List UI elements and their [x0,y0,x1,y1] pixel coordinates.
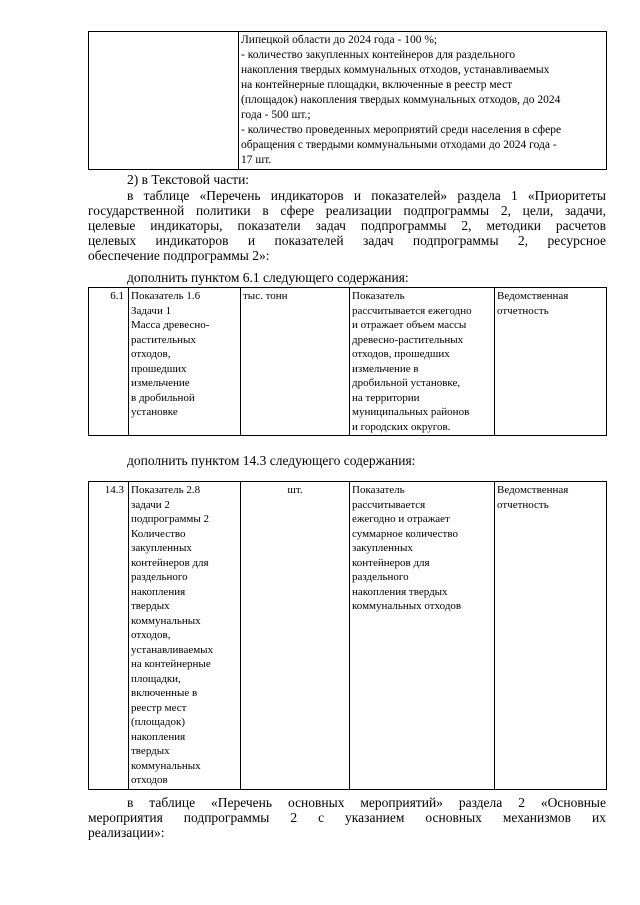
cell-line: 17 шт. [241,154,272,166]
cell-line: раздельного [352,571,409,583]
para-line: обеспечение подпрограммы 2»: [88,248,270,263]
add-item-6-1-text: дополнить пунктом 6.1 следующего содержания: [127,270,409,285]
table-row [89,32,607,170]
cell-line: растительных [131,333,196,346]
para-line: реализации»: [88,825,165,840]
cell-line: контейнеров для [131,556,209,569]
cell-line: Липецкой области до 2024 года - 100 %; [241,34,438,46]
cell-line: древесно-растительных [352,333,464,346]
cell-line: Ведомственная [497,484,569,496]
cell-line: раздельного [131,571,188,583]
cell-line: измельчение [131,377,190,389]
cell-line: муниципальных районов [352,406,470,418]
para-line: целевые индикаторы, показатели задач подпрограммы 2, методики расчетов [88,218,606,233]
cell-line: года - 500 шт.; [241,109,311,121]
paragraph-indicators [88,188,606,263]
source-cell [495,288,607,436]
cell-line: накопления [131,730,186,743]
table-row [89,288,607,436]
indicator-cell [129,288,241,436]
cell-line: рассчитывается ежегодно [352,304,472,317]
cell-line: ежегодно и отражает [352,513,450,525]
cell-line: устанавливаемых [131,643,214,656]
cell-line: Масса древесно- [131,319,210,331]
paragraph-measures [88,795,606,840]
cell-line: (площадок) [131,716,185,728]
cell-line: контейнеров для [352,556,430,569]
indicator-cell [129,482,241,790]
cell-line: площадки, [131,672,181,685]
cell-line: суммарное количество [352,527,458,540]
targets-cell [239,32,607,170]
source-cell [495,482,607,790]
indicator-table-14-3 [88,481,607,790]
cell-line: прошедших [131,362,187,375]
cell-line: на контейнерные площадки, включенные в реестр мест [241,79,513,91]
add-item-14-3-text: дополнить пунктом 14.3 следующего содержания: [127,453,416,468]
cell-line: накопления [131,585,186,598]
cell-line: в дробильной [131,391,195,404]
cell-line: на контейнерные [131,658,211,670]
para-line: в таблице «Перечень основных мероприятий» раздела 2 «Основные [127,795,606,810]
cell-line: отчетность [497,304,549,317]
para-line: целевых индикаторов и показателей задач подпрограммы 2, ресурсное [88,233,606,248]
cell-line: - количество проведенных мероприятий среди населения в сфере [241,124,562,136]
cell-line: Показатель 1.6 [131,290,201,302]
cell-line: накопления твердых [352,585,448,598]
cell-line: отходов, прошедших [352,348,450,360]
cell-line: дробильной установке, [352,377,461,389]
cell-line: (площадок) накопления твердых коммунальных отходов, до 2024 [241,94,561,106]
cell-line: реестр мест [131,701,187,714]
cell-line: Ведомственная [497,290,569,302]
cell-line: коммунальных [131,614,201,627]
cell-line: включенные в [131,687,198,699]
cell-line: - количество закупленных контейнеров для раздельного [241,49,516,61]
unit-cell: тыс. тонн [241,288,350,436]
cell-line: установке [131,406,178,418]
para-line: мероприятия подпрограммы 2 с указанием основных механизмов их [88,810,606,825]
cell-line: твердых [131,745,170,757]
cell-line: отчетность [497,498,549,511]
para-line: в таблице «Перечень индикаторов и показателей» раздела 1 «Приоритеты [127,188,606,203]
cell-line: Показатель [352,484,405,496]
method-cell [350,482,495,790]
cell-line: на территории [352,391,420,404]
cell-line: отходов [131,774,168,786]
unit-cell: шт. [241,482,350,790]
table-row [89,482,607,790]
item-2-heading: 2) в Текстовой части: [127,172,250,187]
row-number: 6.1 [89,288,129,436]
cell-line: Задачи 1 [131,304,172,317]
cell-line: Показатель [352,290,405,302]
cell-line: коммунальных [131,759,201,772]
empty-cell [89,32,239,170]
cell-line: отходов, [131,348,171,360]
cell-line: и отражает объем массы [352,319,467,331]
indicator-table-6-1 [88,287,607,436]
cell-line: измельчение в [352,362,419,375]
cell-line: коммунальных отходов [352,600,462,612]
top-table [88,31,607,170]
method-cell [350,288,495,436]
cell-line: и городских округов. [352,420,451,433]
cell-line: закупленных [352,542,413,554]
cell-line: твердых [131,600,170,612]
para-line: государственной политики в сфере реализации подпрограммы 2, цели, задачи, [88,203,606,218]
cell-line: накопления твердых коммунальных отходов, устанавливаемых [241,64,550,76]
cell-line: Количество [131,527,186,540]
cell-line: обращения с твердыми коммунальными отходами до 2024 года - [241,139,557,151]
cell-line: Показатель 2.8 [131,484,201,496]
cell-line: подпрограммы 2 [131,513,210,525]
cell-line: отходов, [131,629,171,641]
cell-line: закупленных [131,542,192,554]
cell-line: рассчитывается [352,498,426,511]
cell-line: задачи 2 [131,498,170,511]
row-number: 14.3 [89,482,129,790]
